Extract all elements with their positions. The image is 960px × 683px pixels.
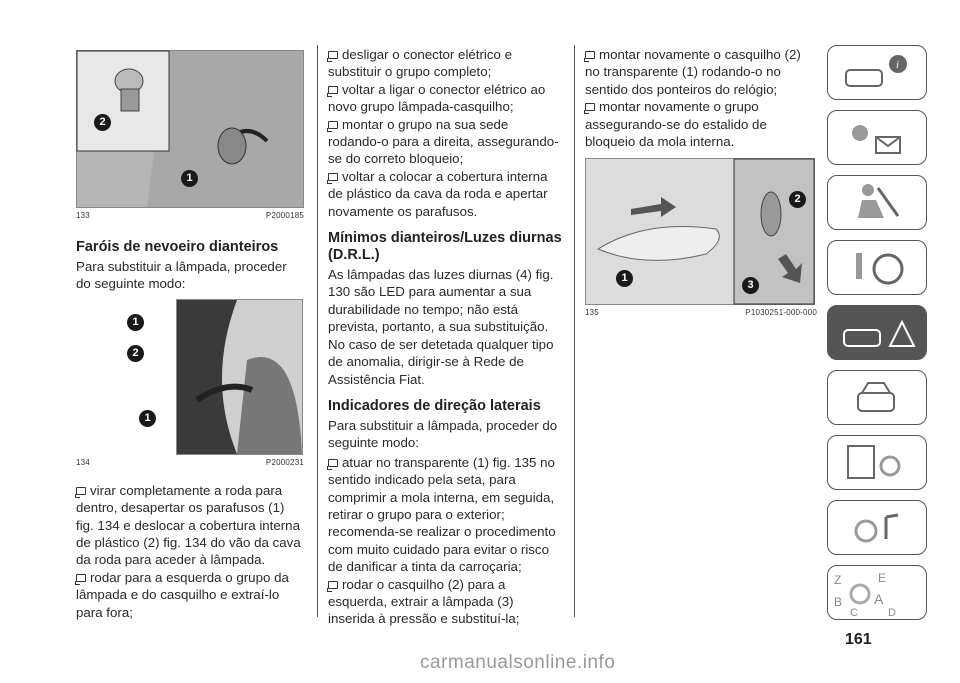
callout-1: 1 [181,170,198,187]
column-1 [76,0,304,621]
figure-number: 134 [76,457,90,467]
section-heading-indicators: Indicadores de direção laterais [328,397,541,414]
bullet-text: desligar o conector elétrico e substituir o grupo completo; [328,47,512,80]
tab-index[interactable] [827,565,927,620]
tab-warning-lights[interactable] [827,110,927,165]
figure-135 [585,158,815,305]
bullet-icon [76,574,86,582]
bullet-item [585,98,817,150]
index-letter: E [878,571,887,585]
callout-3: 3 [742,277,759,294]
figure-code: P2000231 [265,457,304,467]
emergency-icon [828,306,925,358]
callout-1: 1 [616,270,633,287]
bullet-item [328,46,562,81]
bullet-icon [76,487,86,495]
bullet-text: montar o grupo na sua sede rodando-o para a direita, assegurando-se do correto bloqueio; [328,116,559,167]
drl-text: As lâmpadas das luzes diurnas (4) fig. 130 são LED para aumentar a sua durabilidade no tempo; não está prevista, portanto, a sua substituição. No caso de ser detetada qualquer tipo de anomalia, dirigir-se à Rede de Assistência Fiat. [328,267,554,387]
bullet-icon [328,459,338,467]
intro-text: Para substituir a lâmpada, proceder do seguinte modo: [76,259,287,292]
bullet-icon [328,173,338,181]
bullet-item [328,81,562,116]
figure-134-drawing [177,300,302,454]
callout-2: 2 [789,191,806,208]
bullet-icon [328,51,338,59]
car-info-icon [828,46,925,98]
tab-multimedia[interactable] [827,500,927,555]
intro-text: Para substituir a lâmpada, proceder do seguinte modo: [328,417,558,451]
callout-1-bottom: 1 [139,410,156,427]
index-letter: Z [834,573,842,587]
bullet-text: montar novamente o casquilho (2) no transparente (1) rodando-o no sentido dos ponteiros do relógio; [585,47,801,97]
callout-2: 2 [127,345,144,362]
bullet-item [76,482,304,569]
index-icon [828,566,925,618]
section-heading-drl: Mínimos dianteiros/Luzes diurnas (D.R.L.) [328,230,562,264]
figure-number: 135 [585,308,599,318]
bullet-text: rodar para a esquerda o grupo da lâmpada e do casquilho e extraí-lo para fora; [76,569,289,620]
tab-safety[interactable] [827,175,927,230]
column-divider [574,45,575,617]
figure-code: P1030251-000-000 [745,308,817,318]
callout-1-top: 1 [127,314,144,331]
bullet-icon [328,86,338,94]
svg-text:i: i [896,59,900,71]
technical-data-icon [828,436,925,488]
chapter-tabs [827,45,929,630]
bullet-item [328,116,562,168]
figure-133-caption [76,211,304,220]
section-heading-fog-lights: Faróis de nevoeiro dianteiros [76,239,279,255]
figure-133 [76,50,304,208]
column-3 [585,46,817,317]
tab-technical-data[interactable] [827,435,927,490]
multimedia-icon [828,501,925,553]
bullet-icon [585,103,595,111]
bullet-text: virar completamente a roda para dentro, desapertar os parafusos (1) fig. 134 e deslocar a cobertura interna de plástico (2) fig. 134 do vão da cava da roda para aceder à lâmpada. [76,482,301,568]
bullet-item [328,454,562,576]
tab-maintenance[interactable] [827,370,927,425]
bullet-icon [328,121,338,129]
callout-2: 2 [94,114,111,131]
tab-emergency[interactable] [827,305,927,360]
column-2 [328,46,562,628]
figure-134 [132,299,303,455]
tab-car-info[interactable] [827,45,927,100]
column-divider [317,45,318,617]
bullet-text: atuar no transparente (1) fig. 135 no sentido indicado pela seta, para comprimir a mola interna, em seguida, retirar o grupo para o exterior; recomenda-se realizar o procedimento com muito cuidado para evitar o risco de danificar a tinta da carroçaria; [328,454,556,575]
index-letter: B [834,595,843,609]
index-letter: D [888,607,896,619]
bullet-item [328,168,562,220]
bullet-text: voltar a ligar o conector elétrico ao novo grupo lâmpada-casquilho; [328,81,546,115]
bullet-icon [585,51,595,59]
figure-135-caption [585,308,817,317]
figure-134-caption [76,458,304,467]
maintenance-icon [828,371,925,423]
bullet-item [328,576,562,628]
bullet-text: rodar o casquilho (2) para a esquerda, extrair a lâmpada (3) inserida à pressão e substituí-la; [328,576,520,627]
starting-driving-icon [828,241,925,293]
page-number: 161 [845,631,872,648]
index-letter: A [874,591,884,607]
figure-code: P2000185 [265,211,304,220]
index-letter: C [850,607,858,619]
figure-number: 133 [76,211,90,220]
watermark: carmanualsonline.info [420,652,616,673]
warning-lights-icon [828,111,925,163]
bullet-item [76,569,304,621]
bullet-item [585,46,817,98]
tab-starting-driving[interactable] [827,240,927,295]
bullet-icon [328,581,338,589]
bullet-text: voltar a colocar a cobertura interna de plástico da cava da roda e apertar novamente os parafusos. [328,168,548,219]
bullet-text: montar novamente o grupo assegurando-se do estalido de bloqueio da mola interna. [585,99,767,150]
safety-icon [828,176,925,228]
